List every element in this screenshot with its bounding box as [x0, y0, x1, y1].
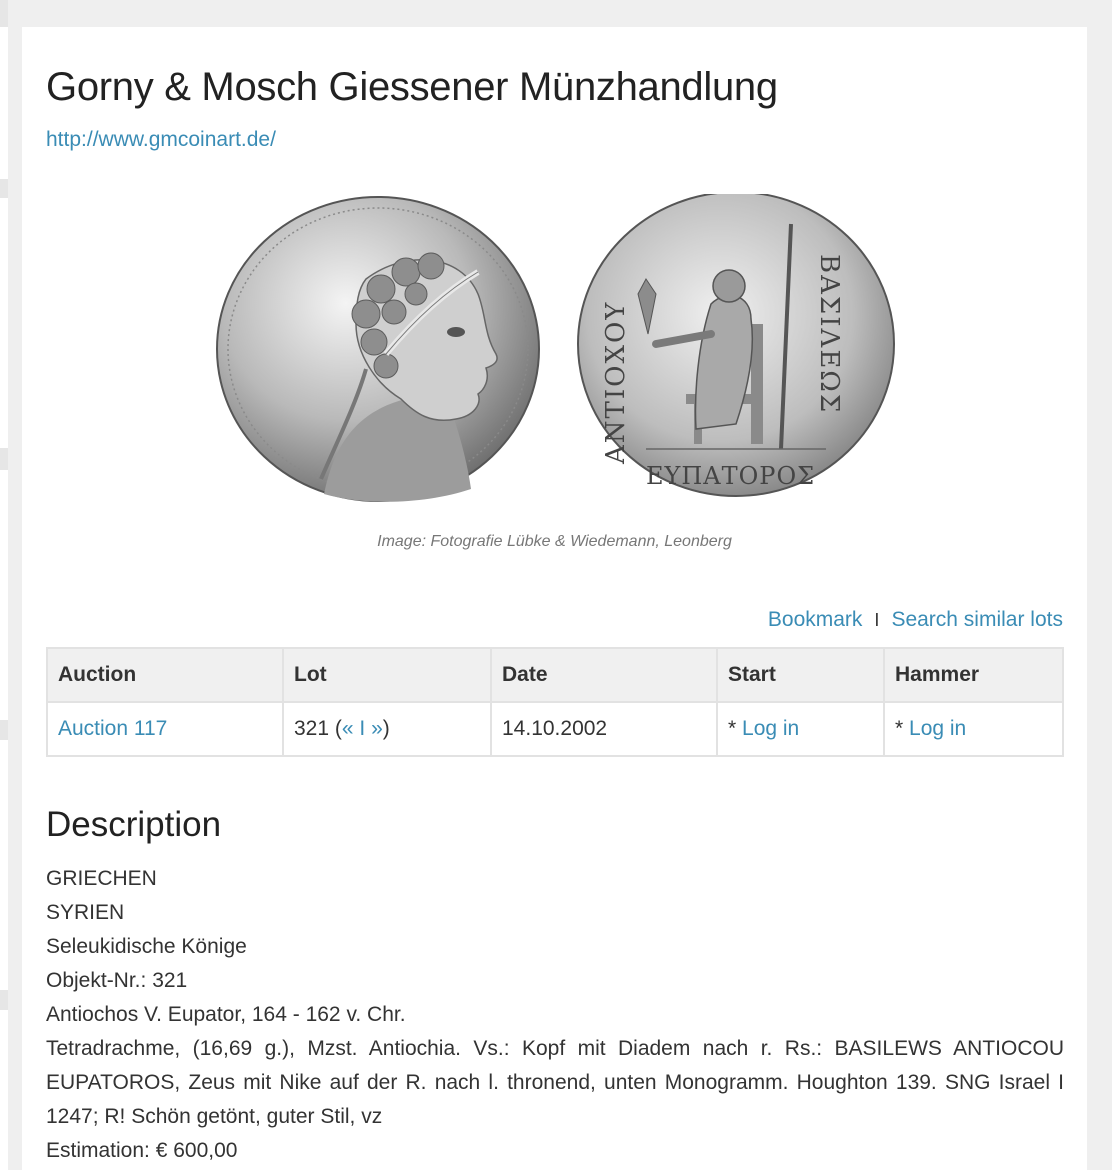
- description-line: Objekt-Nr.: 321: [46, 969, 188, 992]
- description-line: Tetradrachme, (16,69 g.), Mzst. Antiochia. Vs.: Kopf mit Diadem nach r. Rs.: BASILEWS ANTIOCOU EUPATOROS, Zeus mit Nike auf der R. nach l. thronend, unten Monogramm. Houghton 139. SNG Israel I 1247; R! Schön getönt, guter Stil, vz: [46, 1037, 1064, 1128]
- cell-auction: [47, 702, 283, 756]
- column-header-date: Date: [491, 648, 717, 702]
- next-lot-link[interactable]: »: [371, 717, 383, 740]
- auction-house-card: [22, 27, 1087, 1170]
- cell-lot: 321 (« I »): [283, 702, 491, 756]
- lot-actions: [768, 608, 1063, 632]
- search-similar-lots-link[interactable]: Search similar lots: [891, 608, 1063, 631]
- page-title: Gorny & Mosch Giessener Münzhandlung: [46, 65, 778, 109]
- hammer-login-link[interactable]: Log in: [909, 717, 967, 740]
- coin-image[interactable]: [216, 194, 896, 504]
- left-edge-tab: [0, 198, 8, 448]
- left-edge-tab: [0, 27, 8, 179]
- column-header-auction: Auction: [47, 648, 283, 702]
- description-heading: Description: [46, 805, 222, 844]
- previous-lot-link[interactable]: «: [341, 717, 354, 740]
- left-edge-strip: [0, 0, 8, 1170]
- start-login-link[interactable]: Log in: [742, 717, 800, 740]
- left-edge-tab: [0, 470, 8, 720]
- description-line: GRIECHEN: [46, 867, 157, 890]
- table-header-row: [47, 648, 1063, 702]
- cell-hammer: [884, 702, 1063, 756]
- svg-text:ΕΥΠΑΤΟΡΟΣ: ΕΥΠΑΤΟΡΟΣ: [646, 462, 816, 490]
- description-line: Antiochos V. Eupator, 164 - 162 v. Chr.: [46, 1003, 406, 1026]
- start-prefix: *: [728, 717, 743, 740]
- left-edge-tab: [0, 1010, 8, 1170]
- table-row: [47, 702, 1063, 756]
- cell-date: 14.10.2002: [491, 702, 717, 756]
- auction-link[interactable]: Auction 117: [58, 717, 168, 740]
- hammer-prefix: *: [895, 717, 910, 740]
- auction-lots-table: [46, 647, 1064, 757]
- svg-text:ΑΝΤΙΟΧΟΥ: ΑΝΤΙΟΧΟΥ: [601, 300, 631, 464]
- bookmark-link[interactable]: Bookmark: [767, 608, 863, 631]
- lot-number: 321: [294, 717, 330, 740]
- left-edge-tab: [0, 740, 8, 990]
- estimation-line: Estimation: € 600,00: [46, 1139, 238, 1162]
- svg-text:ΒΑΣΙΛΕΩΣ: ΒΑΣΙΛΕΩΣ: [814, 254, 844, 415]
- description-body: [46, 862, 1064, 1168]
- description-line: SYRIEN: [46, 901, 125, 924]
- cell-start: [717, 702, 884, 756]
- column-header-hammer: Hammer: [884, 648, 1063, 702]
- column-header-lot: Lot: [283, 648, 491, 702]
- coin-obverse-portrait-icon: [217, 197, 539, 502]
- image-caption: Image: Fotografie Lübke & Wiedemann, Leonberg: [377, 533, 732, 550]
- column-header-start: Start: [717, 648, 884, 702]
- actions-separator: I: [874, 609, 880, 630]
- description-line: Seleukidische Könige: [46, 935, 247, 958]
- coin-reverse-zeus-icon: [578, 194, 894, 496]
- lot-nav-separator: I: [359, 717, 366, 740]
- website-link[interactable]: http://www.gmcoinart.de/: [46, 128, 276, 151]
